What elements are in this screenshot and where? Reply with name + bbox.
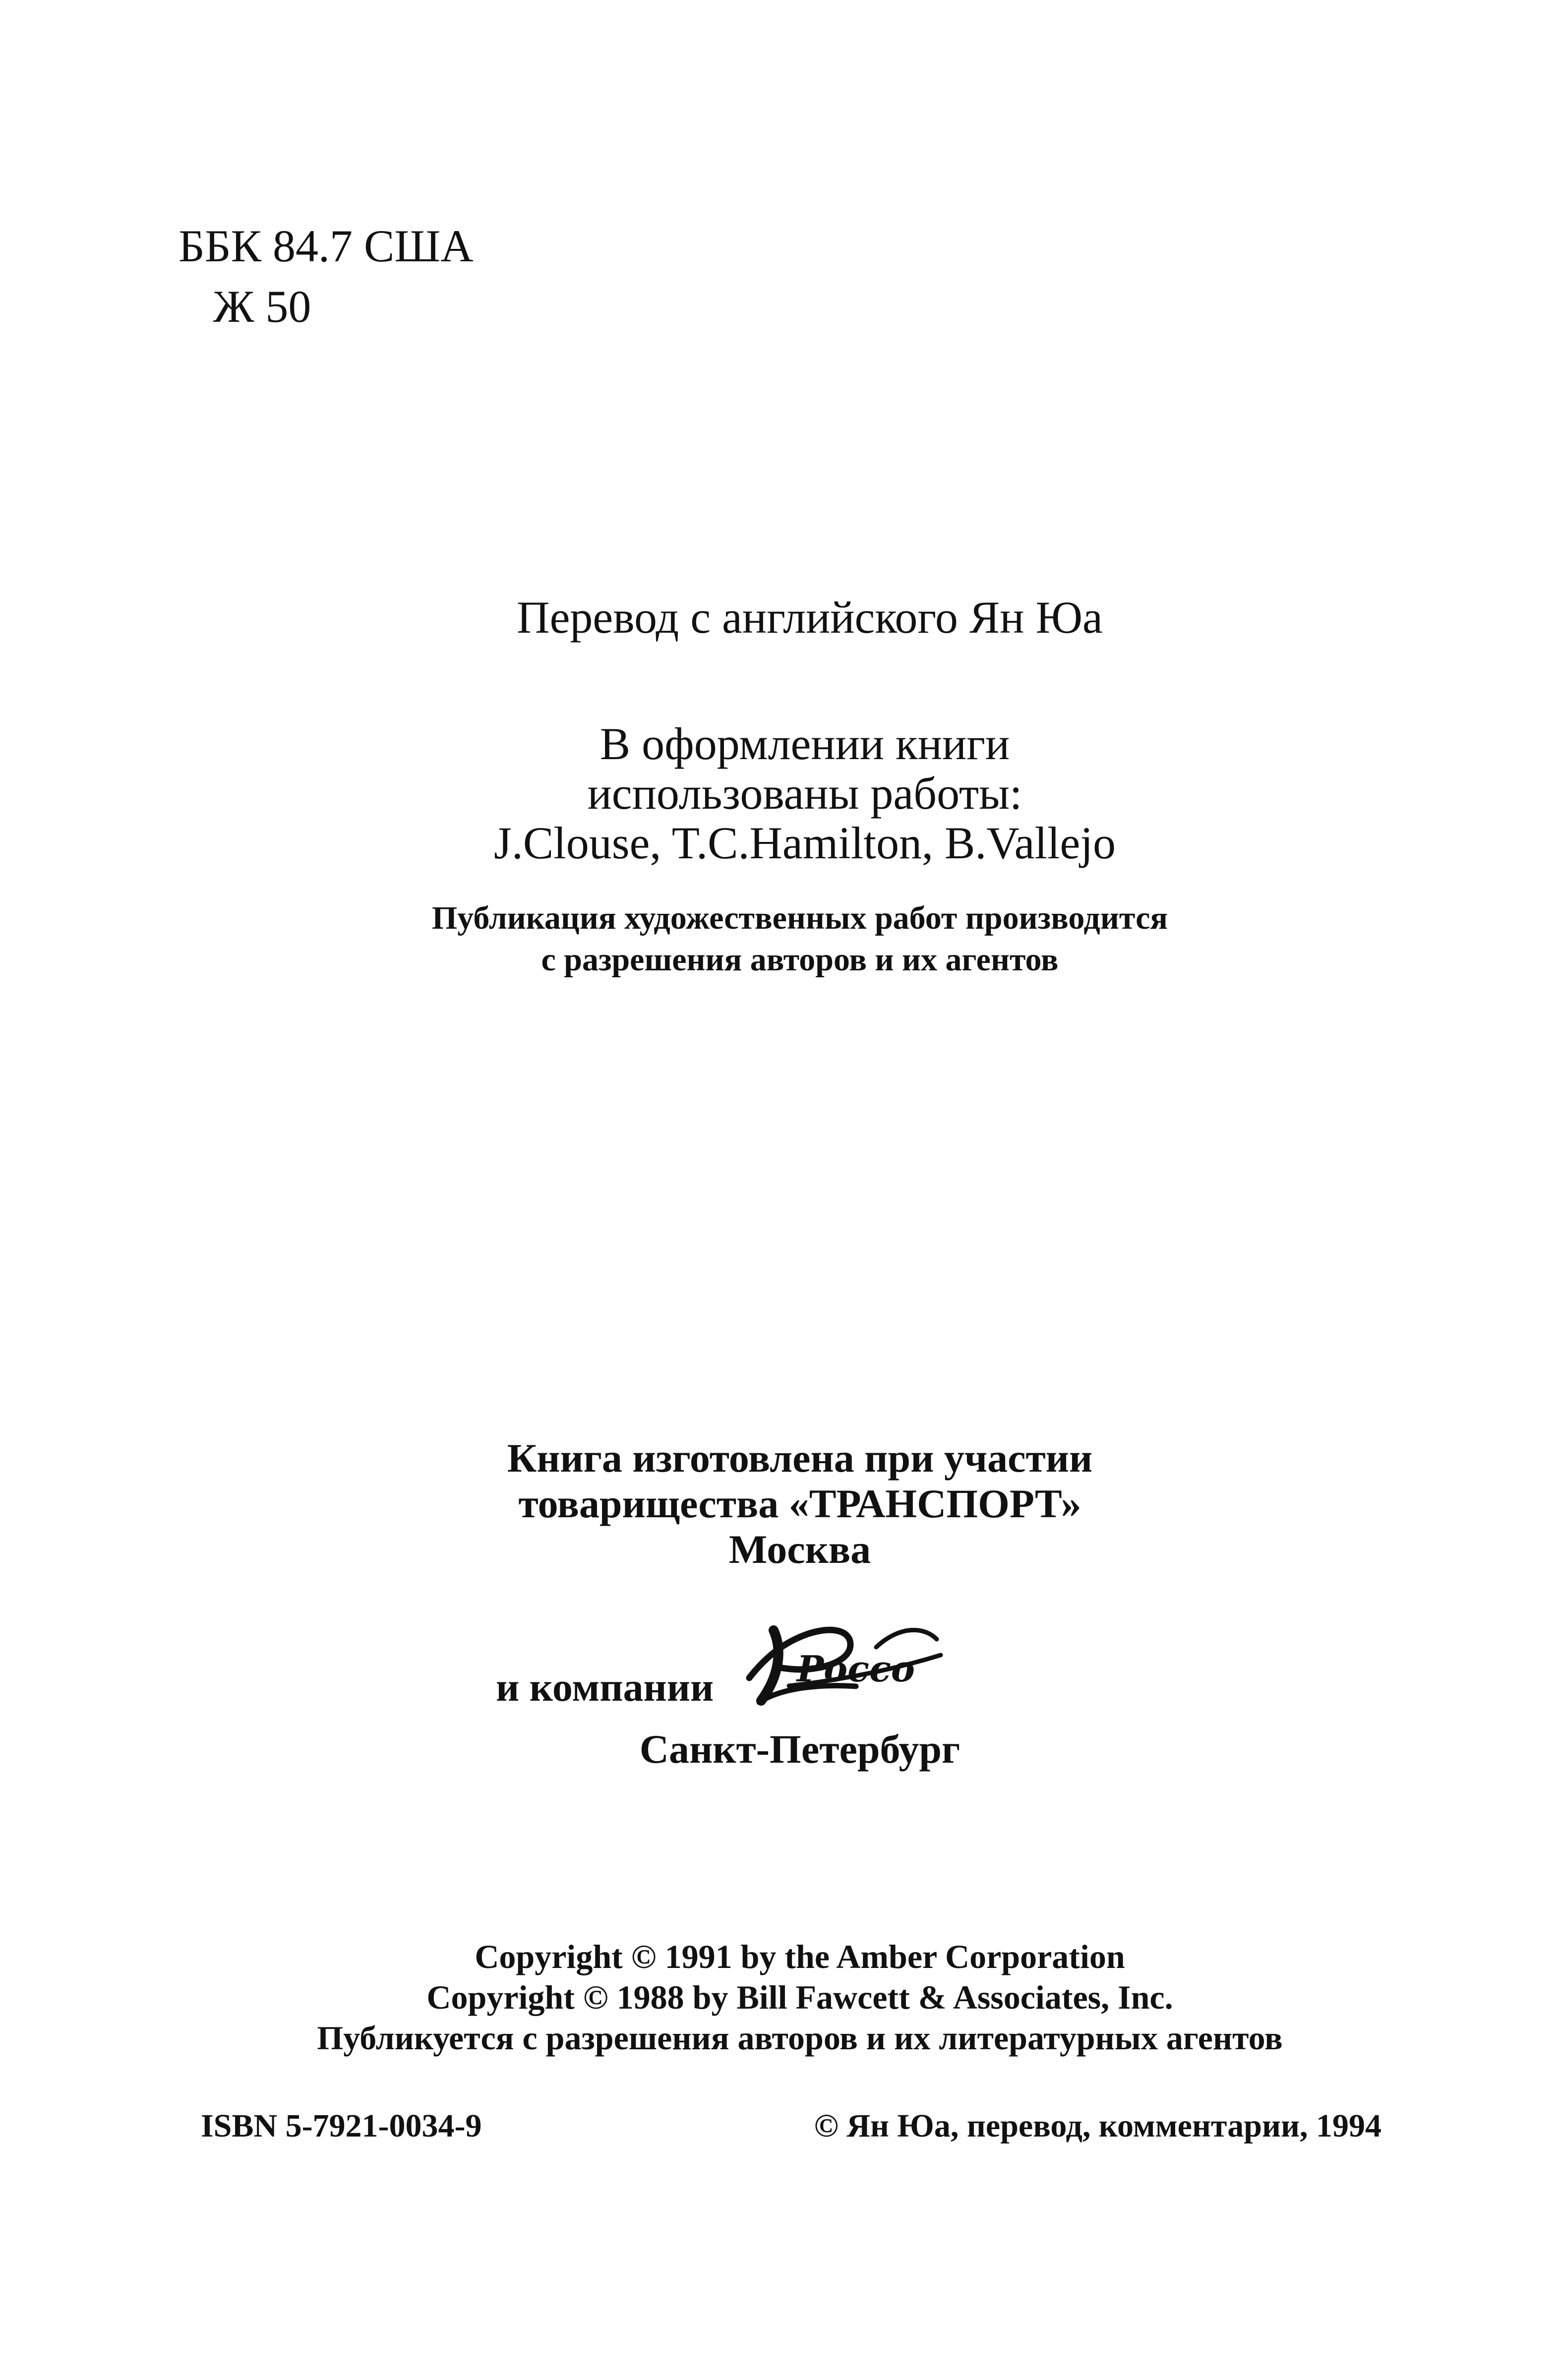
design-credit-line1: В оформлении книги bbox=[600, 718, 1010, 769]
production-participation bbox=[20, 1435, 1560, 1572]
publication-permission-line2: с разрешения авторов и их агентов bbox=[541, 942, 1059, 978]
design-credit-artists: J.Clouse, T.C.Hamilton, B.Vallejo bbox=[494, 818, 1116, 868]
copyright-line1: Copyright © 1991 by the Amber Corporation bbox=[475, 1938, 1125, 1975]
copyright-line3: Публикуется с разрешения авторов и их литературных агентов bbox=[317, 2019, 1283, 2057]
translation-copyright: © Ян Юа, перевод, комментарии, 1994 bbox=[814, 2108, 1381, 2144]
publication-permission bbox=[20, 897, 1560, 981]
company-prefix: и компании bbox=[496, 1665, 714, 1710]
production-line1: Книга изготовлена при участии bbox=[507, 1435, 1093, 1481]
production-line2: товарищества «ТРАНСПОРТ» bbox=[518, 1481, 1081, 1526]
city-st-petersburg: Санкт-Петербург bbox=[639, 1726, 960, 1772]
publication-permission-line1: Публикация художественных работ производится bbox=[431, 900, 1168, 936]
rossko-logo bbox=[728, 1611, 957, 1711]
author-mark: Ж 50 bbox=[213, 281, 311, 332]
company-row bbox=[496, 1611, 957, 1711]
classification-block bbox=[179, 216, 474, 337]
translation-credit: Перевод с английского Ян Юа bbox=[517, 592, 1103, 643]
production-city-moscow: Москва bbox=[728, 1527, 871, 1572]
design-credit bbox=[25, 719, 1560, 868]
design-credit-line2: использованы работы: bbox=[587, 768, 1022, 819]
copyright-block bbox=[20, 1936, 1560, 2058]
bbk-code: ББК 84.7 США bbox=[179, 221, 474, 271]
copyright-line2: Copyright © 1988 by Bill Fawcett & Associates, Inc. bbox=[426, 1978, 1173, 2016]
rossko-logo-text: Россо bbox=[797, 1648, 915, 1690]
isbn: ISBN 5-7921-0034-9 bbox=[201, 2108, 482, 2144]
